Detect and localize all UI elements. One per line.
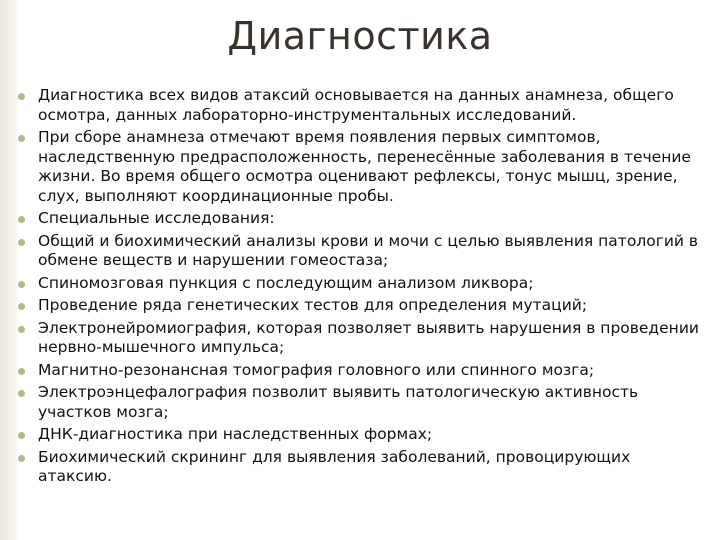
bullet-dot-icon bbox=[18, 368, 25, 375]
bullet-text: Магнитно-резонансная томография головного или спинного мозга; bbox=[38, 360, 595, 379]
bullet-dot-icon bbox=[18, 303, 25, 310]
bullet-dot-icon bbox=[18, 281, 25, 288]
bullet-item bbox=[18, 319, 708, 358]
bullet-dot-icon bbox=[18, 455, 25, 462]
bullet-item bbox=[18, 128, 708, 206]
bullet-text: Электронейромиография, которая позволяет выявить нарушения в проведении нервно-мышечного импульса; bbox=[38, 318, 699, 356]
bullet-dot-icon bbox=[18, 326, 25, 333]
bullet-item bbox=[18, 86, 708, 125]
bullet-item bbox=[18, 448, 708, 487]
bullet-item bbox=[18, 209, 708, 229]
bullet-text: Спиномозговая пункция с последующим анализом ликвора; bbox=[38, 273, 534, 292]
bullet-dot-icon bbox=[18, 216, 25, 223]
bullet-item bbox=[18, 296, 708, 316]
bullet-item bbox=[18, 361, 708, 381]
bullet-item bbox=[18, 383, 708, 422]
bullet-dot-icon bbox=[18, 239, 25, 246]
bullet-dot-icon bbox=[18, 432, 25, 439]
bullet-text: ДНК-диагностика при наследственных формах; bbox=[38, 425, 433, 443]
bullet-dot-icon bbox=[18, 135, 25, 142]
bullet-text: При сборе анамнеза отмечают время появления первых симптомов, наследственную предрасположенность, перенесённые заболевания в течение жизни. Во время общего осмотра оценивают рефлексы, тонус мышц, зрение, слух, выполняют координационные пробы. bbox=[38, 128, 691, 205]
bullet-item bbox=[18, 425, 708, 445]
bullet-dot-icon bbox=[18, 93, 25, 100]
bullet-text: Специальные исследования: bbox=[38, 209, 275, 227]
bullet-item bbox=[18, 232, 708, 271]
bullet-list bbox=[18, 86, 708, 490]
bullet-dot-icon bbox=[18, 390, 25, 397]
bullet-item bbox=[18, 274, 708, 294]
bullet-text: Диагностика всех видов атаксий основывается на данных анамнеза, общего осмотра, данных лабораторно-инструментальных исследований. bbox=[38, 86, 674, 124]
bullet-text: Биохимический скрининг для выявления заболеваний, провоцирующих атаксию. bbox=[38, 447, 631, 485]
bullet-text: Проведение ряда генетических тестов для определения мутаций; bbox=[38, 296, 588, 314]
bullet-text: Электроэнцефалография позволит выявить патологическую активность участков мозга; bbox=[38, 383, 639, 421]
bullet-text: Общий и биохимический анализы крови и мочи с целью выявления патологий в обмене веществ и нарушении гомеостаза; bbox=[38, 231, 699, 269]
slide-title: Диагностика bbox=[227, 14, 493, 58]
decorative-side-band bbox=[0, 0, 20, 540]
